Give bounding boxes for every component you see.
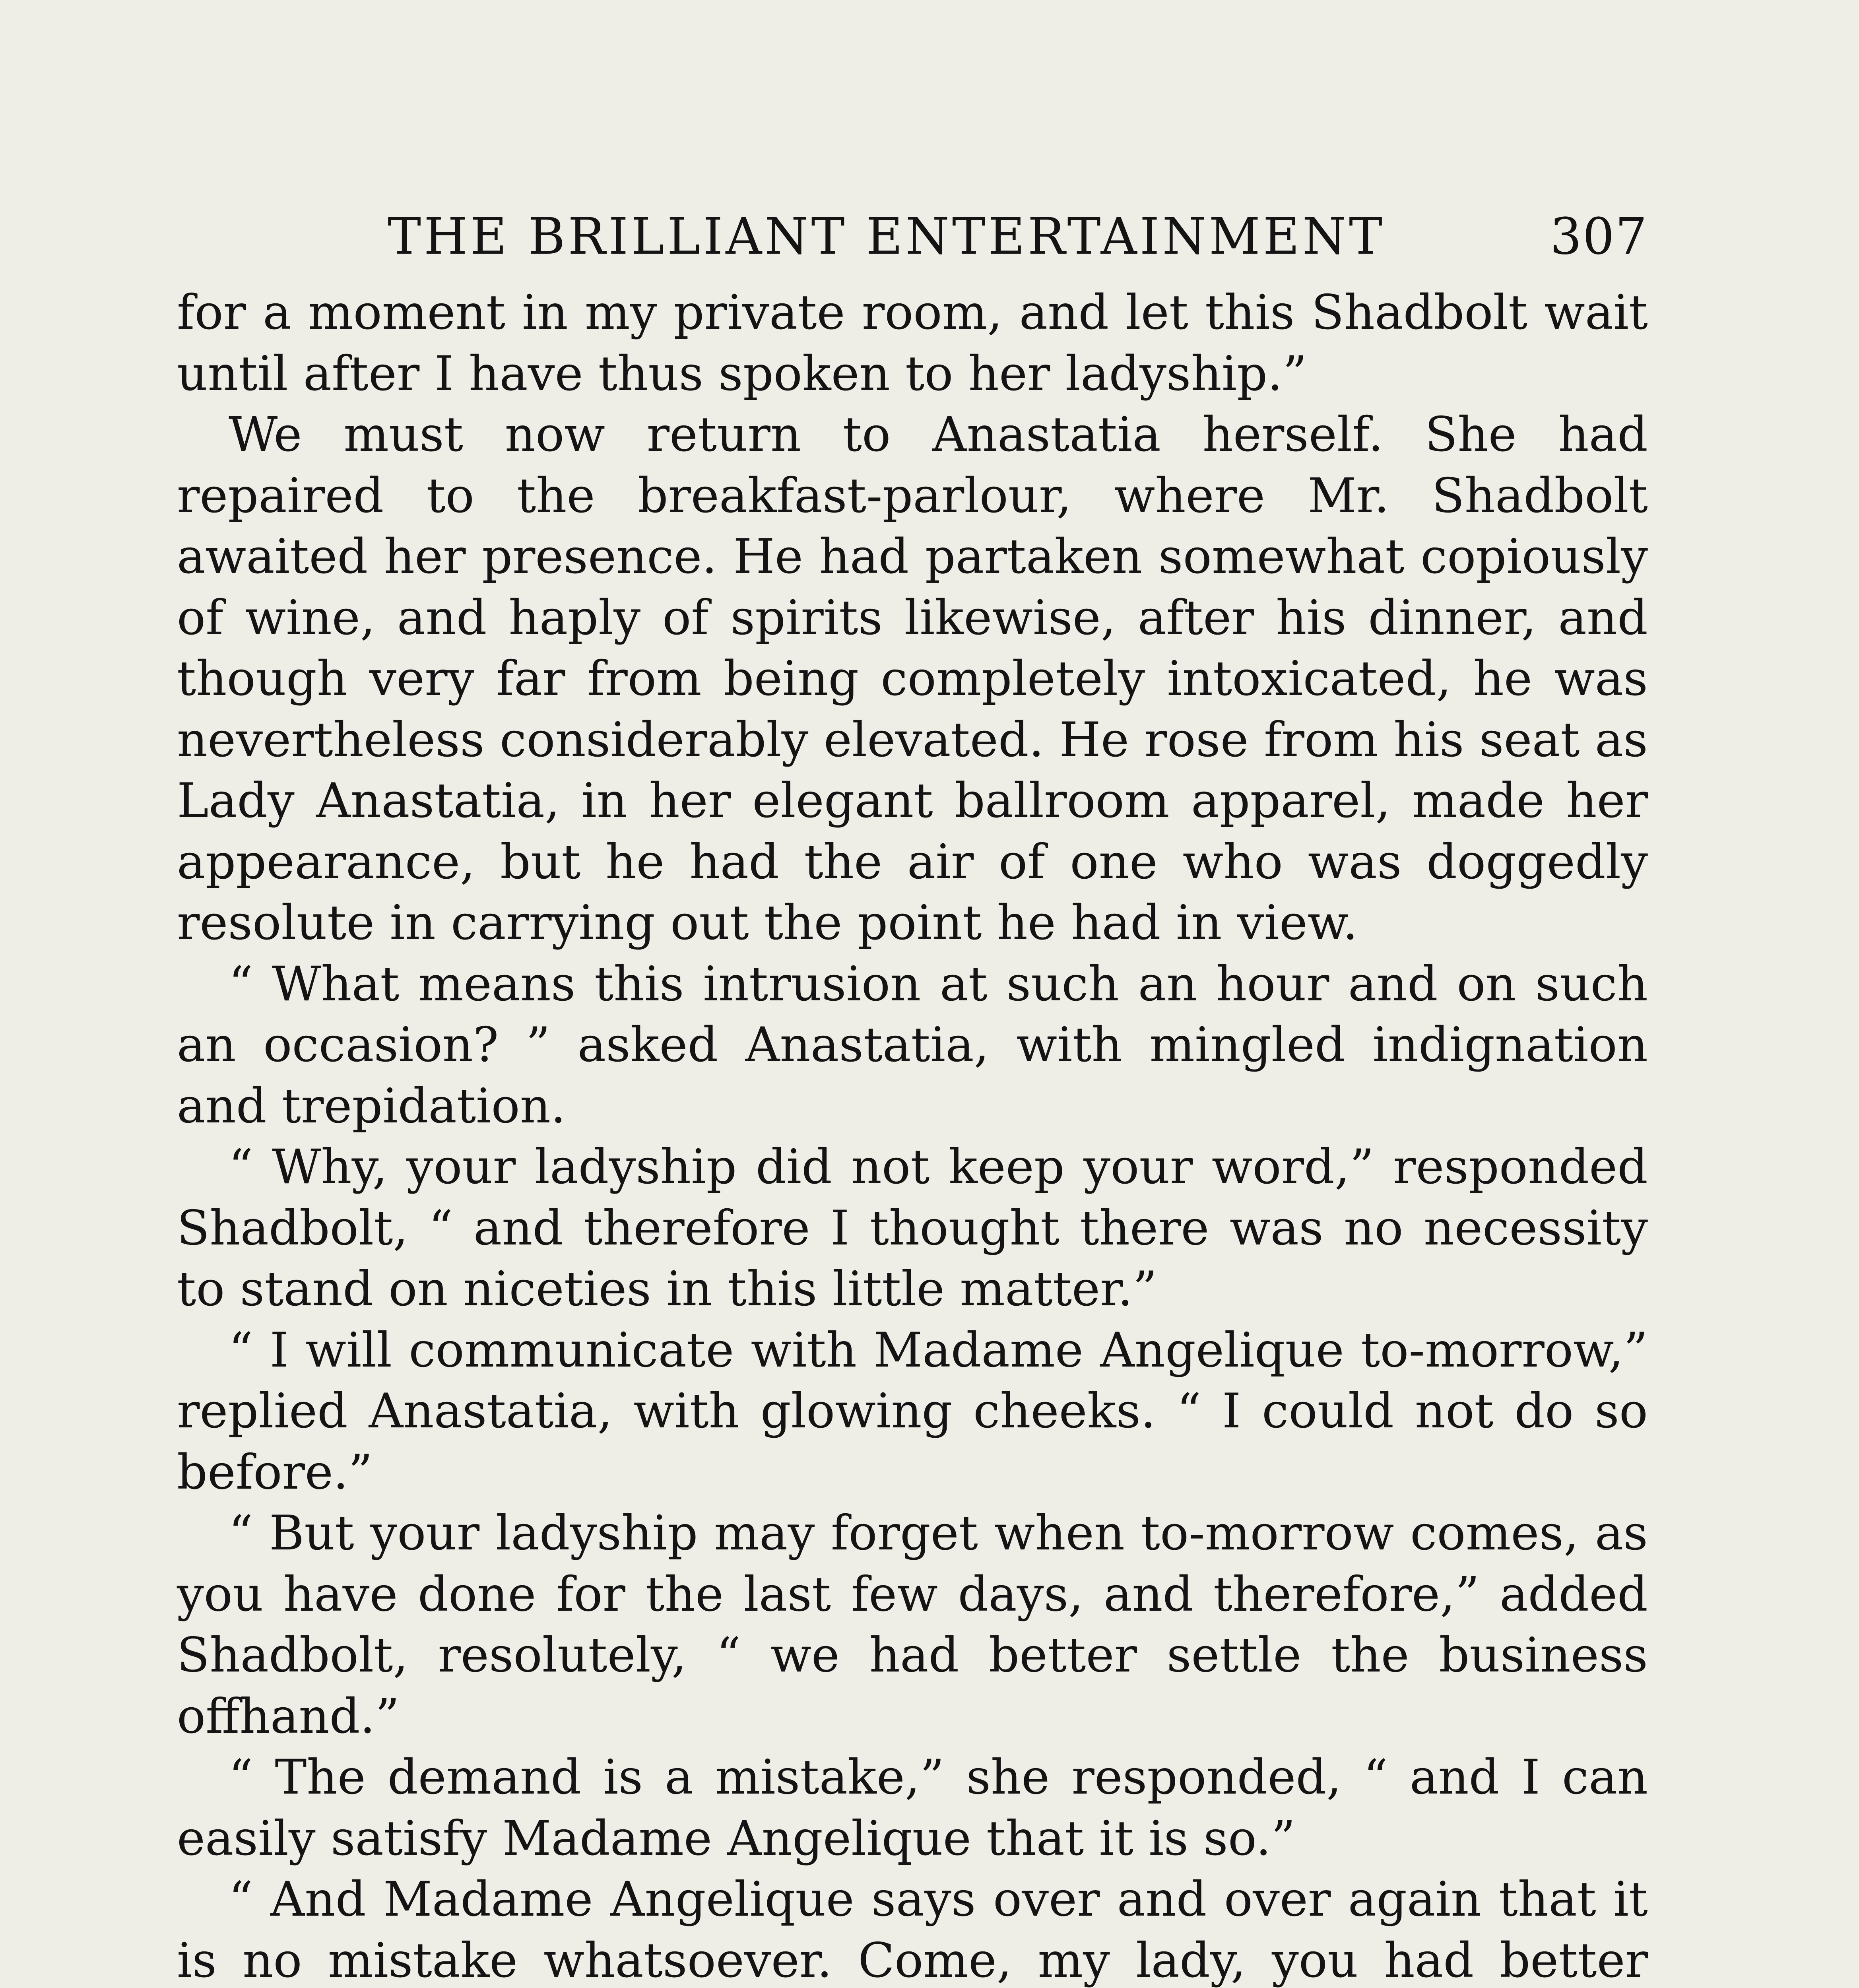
paragraph: “ What means this intrusion at such an hour and on such an occasion? ” asked Anastatia, with mingled indignation and trepidation. <box>177 956 1648 1134</box>
paragraph: “ The demand is a mistake,” she responded, “ and I can easily satisfy Madame Angelique that it is so.” <box>177 1750 1648 1866</box>
running-head-title: THE BRILLIANT ENTERTAINMENT <box>388 207 1385 266</box>
body-text <box>177 282 1648 1988</box>
book-page <box>177 207 1648 1988</box>
page-number: 307 <box>1550 207 1648 266</box>
running-head <box>388 207 1648 266</box>
paragraph-continued: for a moment in my private room, and let this Shadbolt wait until after I have thus spoken to her ladyship.” <box>177 285 1648 402</box>
paragraph: “ But your ladyship may forget when to-morrow comes, as you have done for the last few days, and therefore,” added Shadbolt, resolutely, “ we had better settle the business offhand.” <box>177 1506 1648 1744</box>
paragraph: We must now return to Anastatia herself. She had repaired to the breakfast-parlour, where Mr. Shadbolt awaited her presence. He had partaken somewhat copiously of wine, and haply of spirits likewise, after his dinner, and though very far from being completely intoxicated, he was nevertheless considerably elevated. He rose from his seat as Lady Anastatia, in her elegant ballroom apparel, made her appearance, but he had the air of one who was doggedly resolute in carrying out the point he had in view. <box>177 407 1648 951</box>
paragraph: “ And Madame Angelique says over and over again that it is no mistake whatsoever. Come, my lady, you had better <box>177 1872 1648 1988</box>
paragraph: “ Why, your ladyship did not keep your word,” responded Shadbolt, “ and therefore I thought there was no necessity to stand on niceties in this little matter.” <box>177 1140 1648 1317</box>
paragraph: “ I will communicate with Madame Angelique to-morrow,” replied Anastatia, with glowing cheeks. “ I could not do so before.” <box>177 1322 1648 1500</box>
